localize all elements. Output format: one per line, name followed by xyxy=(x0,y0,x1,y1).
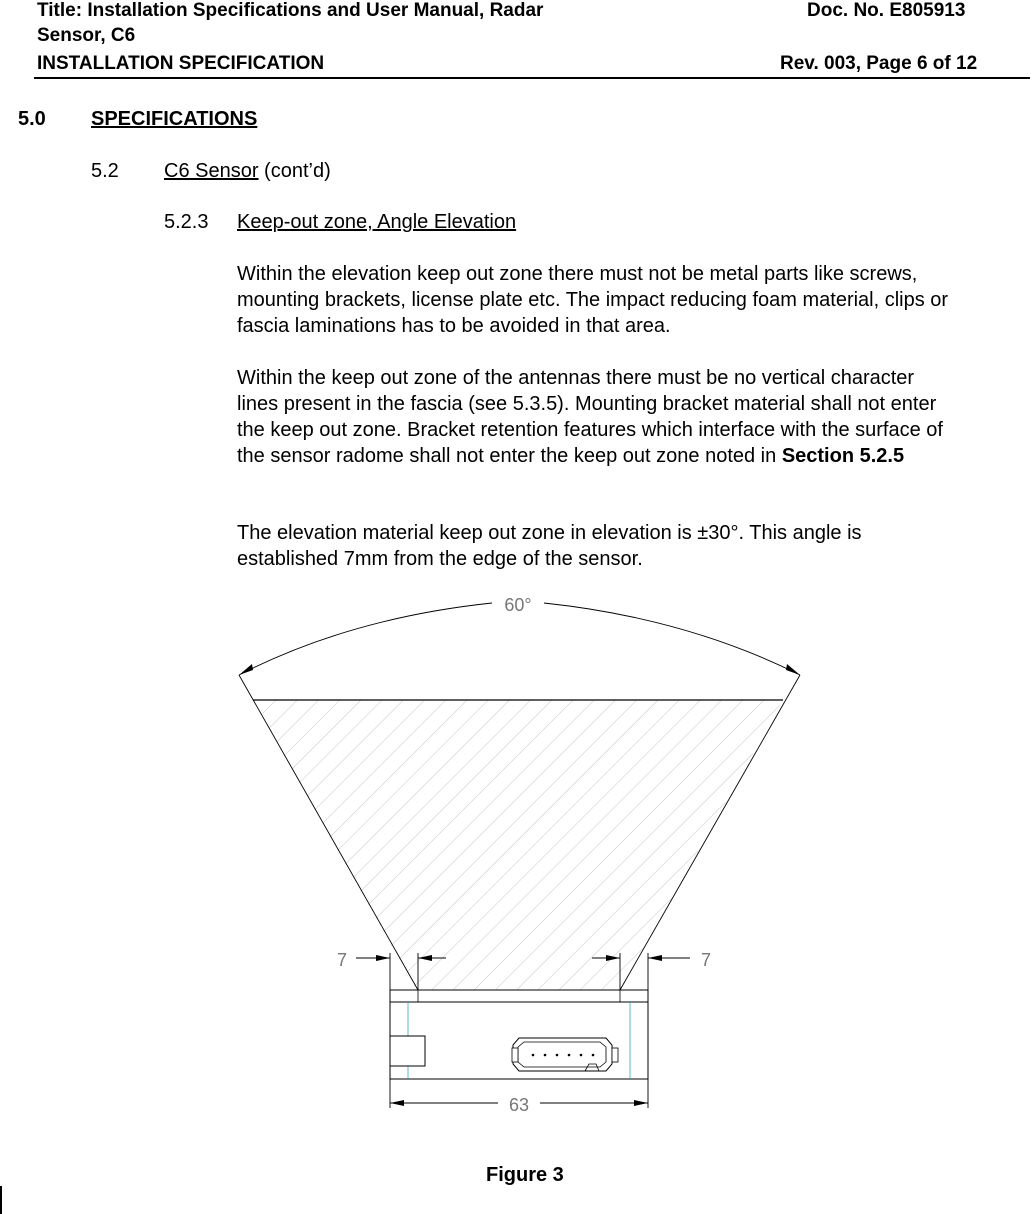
offset-left-arrow xyxy=(376,955,390,961)
subsubsection-number: 5.2.3 xyxy=(164,211,209,233)
paragraph-1-line: Within the elevation keep out zone there must not be metal parts like screws, xyxy=(237,263,918,285)
offset-right-label: 7 xyxy=(700,950,712,970)
doc-title-line2: Sensor, C6 xyxy=(37,25,136,46)
sensor-connector xyxy=(512,1038,618,1071)
angle-arc-left xyxy=(239,603,492,675)
revision-page: Rev. 003, Page 6 of 12 xyxy=(780,53,978,74)
offset-right-arrow xyxy=(648,955,662,961)
paragraph-3-line: established 7mm from the edge of the sensor. xyxy=(237,548,643,570)
paragraph-2-line: the sensor radome shall not enter the keep out zone noted in xyxy=(237,445,782,467)
offset-left-label: 7 xyxy=(336,950,348,970)
paragraph-1-line: mounting brackets, license plate etc. The impact reducing foam material, clips or xyxy=(237,289,949,311)
doc-title-line1: Title: Installation Specifications and User Manual, Radar xyxy=(37,0,544,21)
width-arrow-left xyxy=(390,1100,404,1106)
section-number: 5.0 xyxy=(18,108,46,130)
angle-label: 60° xyxy=(504,595,532,615)
paragraph-1-line: fascia laminations has to be avoided in that area. xyxy=(237,315,671,337)
paragraph-3-line: The elevation material keep out zone in elevation is ±30°. This angle is xyxy=(237,522,862,544)
section-reference: Section 5.2.5 xyxy=(781,445,905,467)
section-title: SPECIFICATIONS xyxy=(91,108,258,130)
width-label: 63 xyxy=(508,1095,530,1115)
subsubsection-title: Keep-out zone, Angle Elevation xyxy=(237,211,517,233)
keep-out-zone xyxy=(253,700,783,990)
doc-number: Doc. No. E805913 xyxy=(807,0,966,21)
figure-caption: Figure 3 xyxy=(486,1164,564,1186)
paragraph-2-line: lines present in the fascia (see 5.3.5). Mounting bracket material shall not enter xyxy=(237,393,937,415)
doc-section-title: INSTALLATION SPECIFICATION xyxy=(37,53,325,74)
width-arrow-right xyxy=(634,1100,648,1106)
paragraph-2-line: the keep out zone. Bracket retention features which interface with the surface of xyxy=(237,419,943,441)
subsection-title: C6 Sensor xyxy=(164,160,259,182)
subsection-number: 5.2 xyxy=(91,160,119,182)
subsection-suffix: (cont’d) xyxy=(258,160,331,182)
angle-arc-right xyxy=(544,603,800,675)
paragraph-2-line: Within the keep out zone of the antennas there must be no vertical character xyxy=(237,367,915,389)
change-bar xyxy=(0,1186,2,1214)
arc-arrow-right xyxy=(786,664,800,675)
arc-arrow-left xyxy=(239,664,253,675)
